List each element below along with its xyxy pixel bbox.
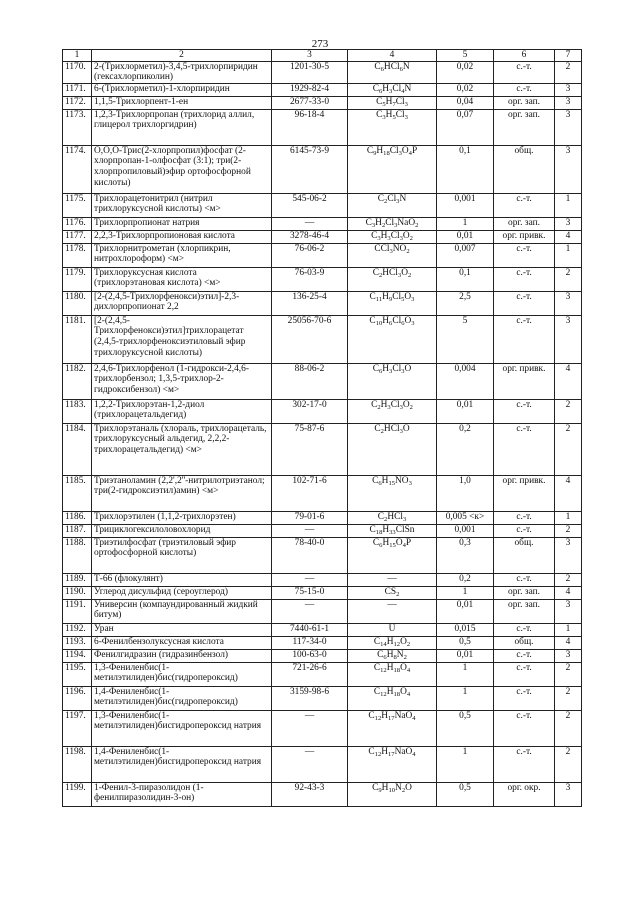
table-row: [63, 599, 582, 623]
table-row: [63, 399, 582, 423]
header-col-5: 5: [437, 50, 494, 62]
table-row: [63, 243, 582, 267]
chemical-formula: $C_3H_5Cl_3$: [348, 109, 437, 145]
cas-number: 6145-73-9: [272, 145, 348, 193]
hazard-indicator: с.-т.: [494, 61, 555, 83]
table-body: [63, 61, 582, 806]
row-number: 1195.: [63, 662, 92, 686]
limit-value: 0,07: [437, 109, 494, 145]
hazard-indicator: общ.: [494, 537, 555, 573]
hazard-indicator: орг. привк.: [494, 363, 555, 399]
row-number: 1181.: [63, 315, 92, 363]
cas-number: 92-43-3: [272, 782, 348, 806]
substance-name: 1,3-Фениленбис(1-метилэтилиден)бисгидропероксид натрия: [92, 710, 272, 746]
table-row: [63, 475, 582, 511]
limit-value: 1: [437, 217, 494, 230]
table-row: [63, 61, 582, 83]
hazard-indicator: с.-т.: [494, 524, 555, 537]
cas-number: 136-25-4: [272, 291, 348, 315]
row-number: 1183.: [63, 399, 92, 423]
cas-number: 3278-46-4: [272, 230, 348, 243]
limit-value: 0,5: [437, 636, 494, 649]
table-row: [63, 145, 582, 193]
hazard-class: 3: [555, 537, 582, 573]
limit-value: 0,2: [437, 573, 494, 586]
table-row: [63, 623, 582, 636]
hazard-indicator: с.-т.: [494, 193, 555, 217]
hazard-indicator: с.-т.: [494, 623, 555, 636]
cas-number: 1929-82-4: [272, 83, 348, 96]
hazard-indicator: с.-т.: [494, 649, 555, 662]
chemical-formula: $CCl_3NO_2$: [348, 243, 437, 267]
limit-value: 0,01: [437, 649, 494, 662]
chemical-formula: $C_{14}H_{12}O_2$: [348, 636, 437, 649]
row-number: 1173.: [63, 109, 92, 145]
limit-value: 1: [437, 662, 494, 686]
hazard-class: 2: [555, 524, 582, 537]
hazard-indicator: орг. зап.: [494, 586, 555, 599]
hazard-class: 2: [555, 686, 582, 710]
substance-name: Трихлорэтилен (1,1,2-трихлорэтен): [92, 511, 272, 524]
substance-name: 1,4-Фениленбис(1-метилэтилиден)бисгидропероксид натрия: [92, 746, 272, 782]
hazard-indicator: с.-т.: [494, 291, 555, 315]
chemical-formula: —: [348, 599, 437, 623]
chemical-formula: $C_{12}H_{17}NaO_4$: [348, 710, 437, 746]
cas-number: 545-06-2: [272, 193, 348, 217]
limit-value: 0,02: [437, 61, 494, 83]
cas-number: 79-01-6: [272, 511, 348, 524]
limit-value: 0,005 <к>: [437, 511, 494, 524]
table-row: [63, 649, 582, 662]
hazard-class: 1: [555, 511, 582, 524]
hazard-class: 1: [555, 243, 582, 267]
table-row: [63, 83, 582, 96]
limit-value: 1: [437, 686, 494, 710]
limit-value: 5: [437, 315, 494, 363]
substance-name: Трихлорнитрометан (хлорпикрин, нитрохлороформ) <м>: [92, 243, 272, 267]
substance-name: 6-(Трихлорметил)-1-хлорпиридин: [92, 83, 272, 96]
hazard-class: 3: [555, 649, 582, 662]
table-row: [63, 524, 582, 537]
hazard-indicator: с.-т.: [494, 573, 555, 586]
hazard-indicator: общ.: [494, 145, 555, 193]
chemical-formula: $C_5H_7Cl_3$: [348, 96, 437, 109]
cas-number: —: [272, 524, 348, 537]
limit-value: 0,04: [437, 96, 494, 109]
row-number: 1190.: [63, 586, 92, 599]
hazard-class: 3: [555, 315, 582, 363]
cas-number: 1201-30-5: [272, 61, 348, 83]
substance-name: Триэтаноламин (2,2',2''-нитрилотриэтанол; три(2-гидроксиэтил)амин) <м>: [92, 475, 272, 511]
chemical-formula: $C_2Cl_3N$: [348, 193, 437, 217]
substance-name: 2,2,3-Трихлорпропионовая кислота: [92, 230, 272, 243]
hazard-indicator: с.-т.: [494, 662, 555, 686]
table-row: [63, 636, 582, 649]
hazard-class: 2: [555, 423, 582, 475]
substance-name: О,О,О-Трис(2-хлорпропил)фосфат (2-хлорпропан-1-олфосфат (3:1); три(2-хлорпропиловый)эфир ортофосфорной кислоты): [92, 145, 272, 193]
table-row: [63, 193, 582, 217]
hazard-indicator: орг. зап.: [494, 96, 555, 109]
substance-name: Трициклогексилоловохлорид: [92, 524, 272, 537]
table-row: [63, 710, 582, 746]
row-number: 1192.: [63, 623, 92, 636]
row-number: 1182.: [63, 363, 92, 399]
cas-number: —: [272, 710, 348, 746]
cas-number: 25056-70-6: [272, 315, 348, 363]
row-number: 1199.: [63, 782, 92, 806]
hazard-indicator: с.-т.: [494, 399, 555, 423]
row-number: 1198.: [63, 746, 92, 782]
limit-value: 0,1: [437, 267, 494, 291]
cas-number: 102-71-6: [272, 475, 348, 511]
table-row: [63, 746, 582, 782]
hazard-indicator: орг. зап.: [494, 599, 555, 623]
hazard-class: 4: [555, 230, 582, 243]
limit-value: 0,5: [437, 710, 494, 746]
substance-name: 1,1,5-Трихлорпент-1-ен: [92, 96, 272, 109]
row-number: 1197.: [63, 710, 92, 746]
row-number: 1191.: [63, 599, 92, 623]
cas-number: —: [272, 746, 348, 782]
hazard-class: 2: [555, 267, 582, 291]
table-row: [63, 217, 582, 230]
table-row: [63, 267, 582, 291]
chemical-formula: —: [348, 573, 437, 586]
row-number: 1170.: [63, 61, 92, 83]
row-number: 1178.: [63, 243, 92, 267]
substance-name: Трихлорацетонитрил (нитрил трихлоруксусной кислоты) <м>: [92, 193, 272, 217]
substance-name: [2-(2,4,5-Трихлорфенокси)этил]трихлорацетат (2,4,5-трихлорфеноксиэтиловый эфир трихлоруксусной кислоты): [92, 315, 272, 363]
table-row: [63, 423, 582, 475]
table-row: [63, 291, 582, 315]
cas-number: —: [272, 217, 348, 230]
chemical-formula: $C_6H_8N_2$: [348, 649, 437, 662]
hazard-class: 2: [555, 399, 582, 423]
limit-value: 0,01: [437, 230, 494, 243]
chemical-formula: $C_6H_{15}O_4P$: [348, 537, 437, 573]
substance-name: 1,3-Фениленбис(1-метилэтилиден)бис(гидропероксид): [92, 662, 272, 686]
cas-number: 76-06-2: [272, 243, 348, 267]
table-row: [63, 109, 582, 145]
cas-number: 117-34-0: [272, 636, 348, 649]
page-number: 273: [311, 38, 329, 50]
hazard-class: 3: [555, 96, 582, 109]
hazard-indicator: с.-т.: [494, 83, 555, 96]
substance-name: 2,4,6-Трихлорфенол (1-гидрокси-2,4,6-трихлорбензол; 1,3,5-трихлор-2-гидроксибензол) <м>: [92, 363, 272, 399]
row-number: 1193.: [63, 636, 92, 649]
chemical-formula: $C_{12}H_{17}NaO_4$: [348, 746, 437, 782]
hazard-class: 2: [555, 662, 582, 686]
substance-name: Трихлорэтаналь (хлораль, трихлорацеталь, трихлоруксусный альдегид, 2,2,2-трихлорацетальдегид) <м>: [92, 423, 272, 475]
chemical-formula: $C_6H_3Cl_3O$: [348, 363, 437, 399]
hazard-class: 2: [555, 710, 582, 746]
chemical-formula: $C_6H_{15}NO_3$: [348, 475, 437, 511]
limit-value: 0,1: [437, 145, 494, 193]
header-col-4: 4: [348, 50, 437, 62]
chemical-formula: $C_{18}H_{33}ClSn$: [348, 524, 437, 537]
hazard-class: 4: [555, 586, 582, 599]
header-col-7: 7: [555, 50, 582, 62]
row-number: 1172.: [63, 96, 92, 109]
hazard-class: 1: [555, 623, 582, 636]
substance-name: Фенилгидразин (гидразинбензол): [92, 649, 272, 662]
cas-number: 75-87-6: [272, 423, 348, 475]
hazard-indicator: орг. окр.: [494, 782, 555, 806]
table-header-row: [63, 50, 582, 62]
row-number: 1179.: [63, 267, 92, 291]
header-col-1: 1: [63, 50, 92, 62]
cas-number: —: [272, 599, 348, 623]
hazard-indicator: орг. зап.: [494, 217, 555, 230]
row-number: 1171.: [63, 83, 92, 96]
substance-name: 1,4-Фениленбис(1-метилэтилиден)бис(гидропероксид): [92, 686, 272, 710]
header-col-3: 3: [272, 50, 348, 62]
row-number: 1174.: [63, 145, 92, 193]
row-number: 1184.: [63, 423, 92, 475]
substance-name: 1,2,3-Трихлорпропан (трихлорид аллил, глицерол трихлоргидрин): [92, 109, 272, 145]
limit-value: 0,007: [437, 243, 494, 267]
limit-value: 0,01: [437, 599, 494, 623]
cas-number: —: [272, 573, 348, 586]
limit-value: 0,2: [437, 423, 494, 475]
chemical-formula: $C_9H_{10}N_2O$: [348, 782, 437, 806]
hazard-class: 3: [555, 291, 582, 315]
limit-value: 0,5: [437, 782, 494, 806]
chemical-formula: $C_3H_2Cl_3NaO_2$: [348, 217, 437, 230]
hazard-class: 2: [555, 746, 582, 782]
chemical-formula: $C_2H_3Cl_3O_2$: [348, 399, 437, 423]
table-row: [63, 315, 582, 363]
chemical-formula: $C_{10}H_6Cl_6O_3$: [348, 315, 437, 363]
cas-number: 100-63-0: [272, 649, 348, 662]
limit-value: 1: [437, 586, 494, 599]
limit-value: 1,0: [437, 475, 494, 511]
chemical-formula: $C_3H_3Cl_3O_2$: [348, 230, 437, 243]
hazard-class: 2: [555, 573, 582, 586]
hazard-indicator: орг. привк.: [494, 475, 555, 511]
row-number: 1176.: [63, 217, 92, 230]
row-number: 1180.: [63, 291, 92, 315]
row-number: 1186.: [63, 511, 92, 524]
cas-number: 75-15-0: [272, 586, 348, 599]
limit-value: 2,5: [437, 291, 494, 315]
table-row: [63, 511, 582, 524]
hazard-class: 3: [555, 109, 582, 145]
hazard-class: 1: [555, 193, 582, 217]
substance-name: Уран: [92, 623, 272, 636]
hazard-class: 3: [555, 145, 582, 193]
chemical-formula: $C_2HCl_3O_2$: [348, 267, 437, 291]
substance-name: 1,2,2-Трихлорэтан-1,2-диол (трихлорацетальдегид): [92, 399, 272, 423]
limit-value: 1: [437, 746, 494, 782]
row-number: 1196.: [63, 686, 92, 710]
header-col-6: 6: [494, 50, 555, 62]
table-row: [63, 586, 582, 599]
limit-value: 0,015: [437, 623, 494, 636]
substance-table: [62, 49, 582, 807]
limit-value: 0,001: [437, 524, 494, 537]
limit-value: 0,3: [437, 537, 494, 573]
chemical-formula: $C_6HCl_6N$: [348, 61, 437, 83]
hazard-class: 3: [555, 83, 582, 96]
hazard-indicator: с.-т.: [494, 710, 555, 746]
cas-number: 7440-61-1: [272, 623, 348, 636]
hazard-class: 4: [555, 363, 582, 399]
chemical-formula: $C_{12}H_{18}O_4$: [348, 686, 437, 710]
hazard-class: 4: [555, 636, 582, 649]
cas-number: 3159-98-6: [272, 686, 348, 710]
table-row: [63, 662, 582, 686]
hazard-indicator: орг. привк.: [494, 230, 555, 243]
cas-number: 76-03-9: [272, 267, 348, 291]
limit-value: 0,02: [437, 83, 494, 96]
cas-number: 2677-33-0: [272, 96, 348, 109]
chemical-formula: $C_6H_3Cl_4N$: [348, 83, 437, 96]
limit-value: 0,01: [437, 399, 494, 423]
hazard-class: 3: [555, 782, 582, 806]
substance-name: Триэтилфосфат (триэтиловый эфир ортофосфорной кислоты): [92, 537, 272, 573]
cas-number: 721-26-6: [272, 662, 348, 686]
table-row: [63, 573, 582, 586]
substance-name: Т-66 (флокулянт): [92, 573, 272, 586]
hazard-class: 3: [555, 599, 582, 623]
hazard-class: 2: [555, 61, 582, 83]
table-row: [63, 686, 582, 710]
hazard-indicator: с.-т.: [494, 267, 555, 291]
hazard-indicator: орг. зап.: [494, 109, 555, 145]
cas-number: 302-17-0: [272, 399, 348, 423]
header-col-2: 2: [92, 50, 272, 62]
substance-name: Трихлорпропионат натрия: [92, 217, 272, 230]
hazard-indicator: с.-т.: [494, 746, 555, 782]
hazard-class: 3: [555, 217, 582, 230]
row-number: 1189.: [63, 573, 92, 586]
hazard-indicator: с.-т.: [494, 686, 555, 710]
hazard-indicator: общ.: [494, 636, 555, 649]
hazard-class: 4: [555, 475, 582, 511]
hazard-indicator: с.-т.: [494, 315, 555, 363]
table-row: [63, 96, 582, 109]
limit-value: 0,001: [437, 193, 494, 217]
hazard-indicator: с.-т.: [494, 511, 555, 524]
chemical-formula: $C_{12}H_{18}O_4$: [348, 662, 437, 686]
chemical-formula: $C_{11}H_9Cl_5O_3$: [348, 291, 437, 315]
table-row: [63, 537, 582, 573]
table-row: [63, 363, 582, 399]
substance-name: Углерод дисульфид (сероуглерод): [92, 586, 272, 599]
row-number: 1194.: [63, 649, 92, 662]
chemical-formula: $C_9H_{18}Cl_3O_4P$: [348, 145, 437, 193]
substance-name: 1-Фенил-3-пиразолидон (1-фенилпиразолидин-3-он): [92, 782, 272, 806]
substance-name: 6-Фенилбензолуксусная кислота: [92, 636, 272, 649]
cas-number: 96-18-4: [272, 109, 348, 145]
hazard-indicator: с.-т.: [494, 423, 555, 475]
cas-number: 88-06-2: [272, 363, 348, 399]
substance-name: Трихлоруксусная кислота (трихлорэтановая кислота) <м>: [92, 267, 272, 291]
row-number: 1185.: [63, 475, 92, 511]
row-number: 1187.: [63, 524, 92, 537]
table-row: [63, 230, 582, 243]
chemical-formula: $CS_2$: [348, 586, 437, 599]
limit-value: 0,004: [437, 363, 494, 399]
chemical-formula: U: [348, 623, 437, 636]
row-number: 1175.: [63, 193, 92, 217]
chemical-formula: $C_2HCl_3O$: [348, 423, 437, 475]
cas-number: 78-40-0: [272, 537, 348, 573]
substance-name: Универсин (компаундированный жидкий битум): [92, 599, 272, 623]
chemical-formula: $C_2HCl_3$: [348, 511, 437, 524]
substance-name: 2-(Трихлорметил)-3,4,5-трихлорпиридин (гексахлорпиколин): [92, 61, 272, 83]
row-number: 1188.: [63, 537, 92, 573]
hazard-indicator: с.-т.: [494, 243, 555, 267]
substance-name: [2-(2,4,5-Трихлорфенокси)этил]-2,3-дихлорпропионат 2,2: [92, 291, 272, 315]
row-number: 1177.: [63, 230, 92, 243]
table-row: [63, 782, 582, 806]
